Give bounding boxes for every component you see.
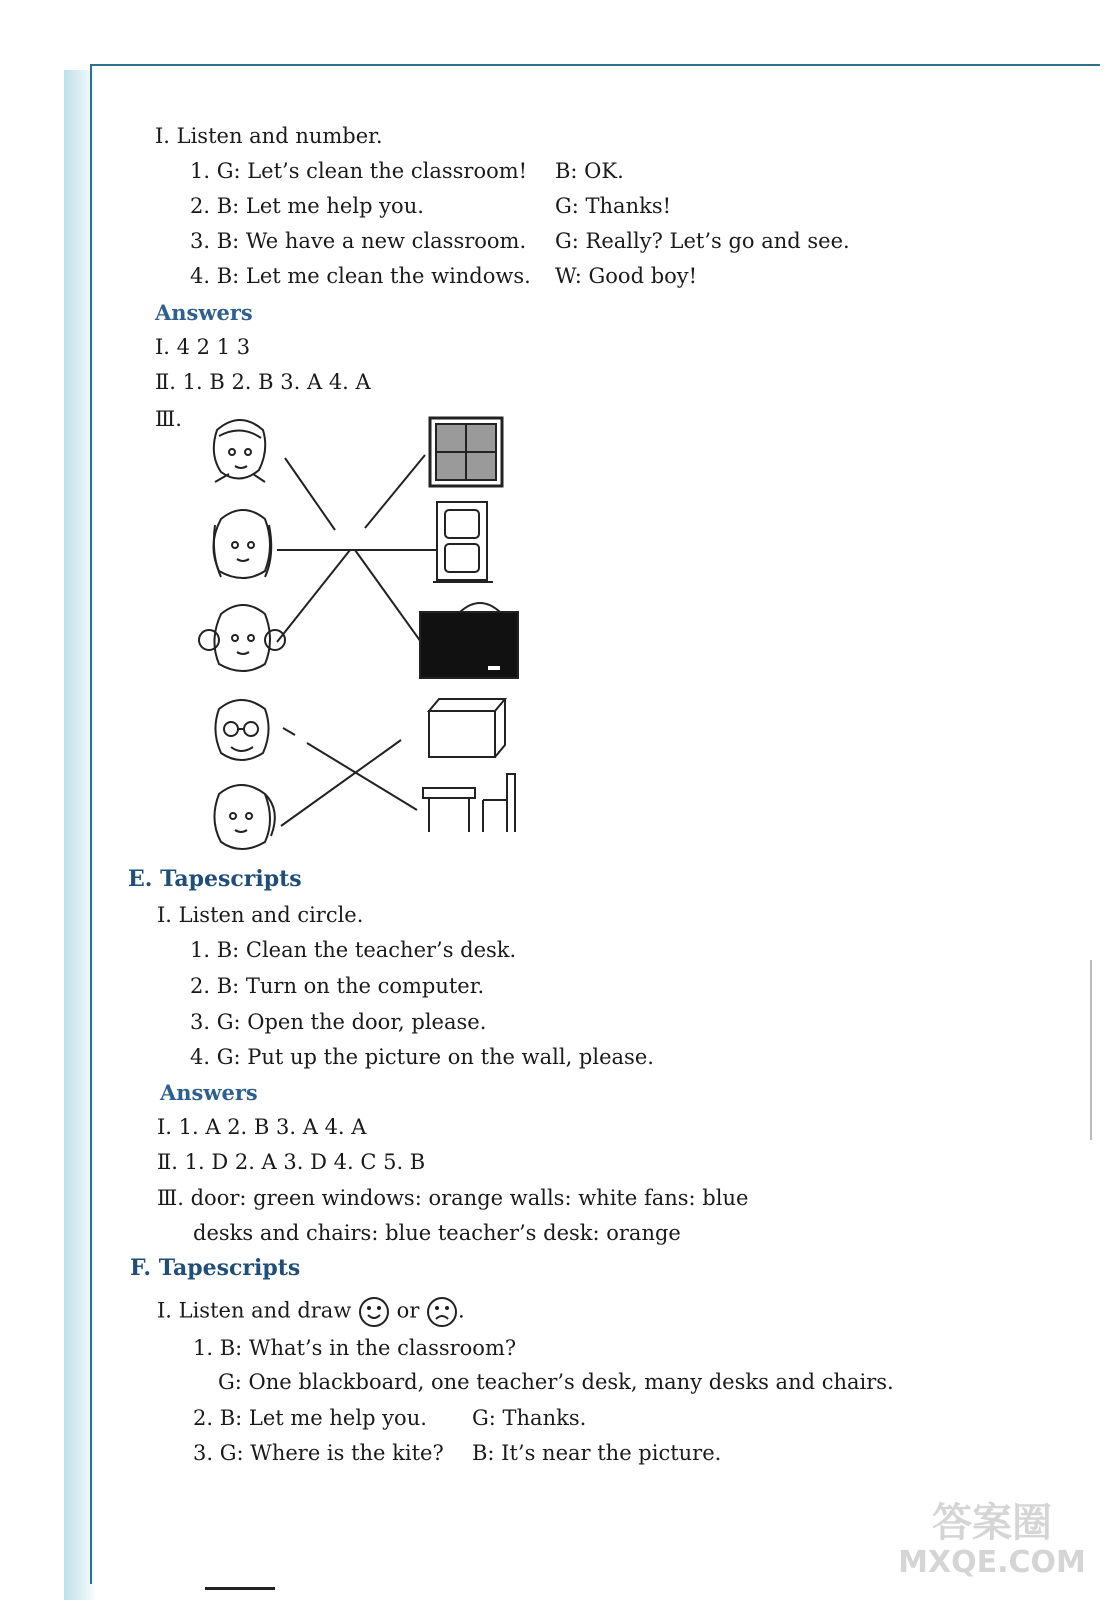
window-icon (430, 418, 502, 486)
listen-draw-text: Ⅰ. Listen and draw (157, 1298, 352, 1323)
answer-line: Ⅰ. 4 2 1 3 (155, 335, 251, 359)
tapescript-line: 3. G: Where is the kite? (193, 1441, 444, 1465)
dialog-line-left: 2. B: Let me help you. (190, 194, 424, 218)
right-margin-mark (1090, 960, 1092, 1140)
tapescript-line: G: One blackboard, one teacher’s desk, many desks and chairs. (218, 1370, 894, 1394)
answers-heading: Answers (155, 300, 253, 325)
watermark-line1: 答案圈 (932, 1500, 1052, 1546)
tapescript-line: B: It’s near the picture. (472, 1441, 722, 1465)
watermark-logo (897, 1500, 1087, 1590)
answer-line: Ⅲ. door: green windows: orange walls: white fans: blue (157, 1186, 749, 1210)
or-text: or (396, 1298, 420, 1323)
smiley-face-icon (358, 1296, 390, 1328)
period-text: . (458, 1298, 465, 1323)
girl-pigtails-face-icon (199, 605, 285, 671)
grandpa-face-icon (215, 700, 268, 760)
tapescript-line: 2. B: Turn on the computer. (190, 974, 485, 998)
answers-heading: Answers (160, 1080, 258, 1105)
matching-diagram (195, 410, 535, 860)
listen-draw-heading (157, 1296, 465, 1328)
answer-line: Ⅲ. (155, 407, 182, 431)
dialog-line-left: 1. G: Let’s clean the classroom! (190, 159, 528, 183)
dialog-line-left: 3. B: We have a new classroom. (190, 229, 527, 253)
listen-number-heading: Ⅰ. Listen and number. (155, 124, 383, 148)
dialog-line-right: B: OK. (555, 159, 624, 183)
dialog-line-right: G: Really? Let’s go and see. (555, 229, 850, 253)
watermark-line2: MXQE.COM (898, 1545, 1086, 1580)
answer-line: Ⅱ. 1. D 2. A 3. D 4. C 5. B (157, 1150, 426, 1174)
listen-circle-heading: Ⅰ. Listen and circle. (157, 903, 364, 927)
blackboard-icon (420, 603, 518, 678)
boy-face-icon (214, 420, 265, 482)
left-rule (90, 64, 92, 1584)
top-rule (90, 64, 1100, 66)
tapescript-line: 1. B: Clean the teacher’s desk. (190, 938, 517, 962)
girl-face-icon (213, 510, 271, 578)
dialog-line-right: G: Thanks! (555, 194, 672, 218)
tapescript-line: 1. B: What’s in the classroom? (193, 1336, 517, 1360)
tapescript-line: 2. B: Let me help you. (193, 1406, 427, 1430)
tapescript-line: 4. G: Put up the picture on the wall, please. (190, 1045, 654, 1069)
teachers-desk-icon (429, 699, 505, 757)
sad-face-icon (426, 1296, 458, 1328)
dialog-line-left: 4. B: Let me clean the windows. (190, 264, 531, 288)
answer-line: Ⅰ. 1. A 2. B 3. A 4. A (157, 1115, 367, 1139)
section-e-title: E. Tapescripts (128, 866, 302, 892)
door-icon (433, 502, 493, 582)
section-f-title: F. Tapescripts (130, 1255, 301, 1281)
page-footer-bar (205, 1587, 275, 1590)
answer-line: desks and chairs: blue teacher’s desk: orange (193, 1221, 681, 1245)
tapescript-line: G: Thanks. (472, 1406, 587, 1430)
dialog-line-right: W: Good boy! (555, 264, 698, 288)
tapescript-line: 3. G: Open the door, please. (190, 1010, 487, 1034)
woman-face-icon (214, 785, 274, 849)
answer-line: Ⅱ. 1. B 2. B 3. A 4. A (155, 370, 371, 394)
desk-and-chair-icon (423, 774, 515, 832)
